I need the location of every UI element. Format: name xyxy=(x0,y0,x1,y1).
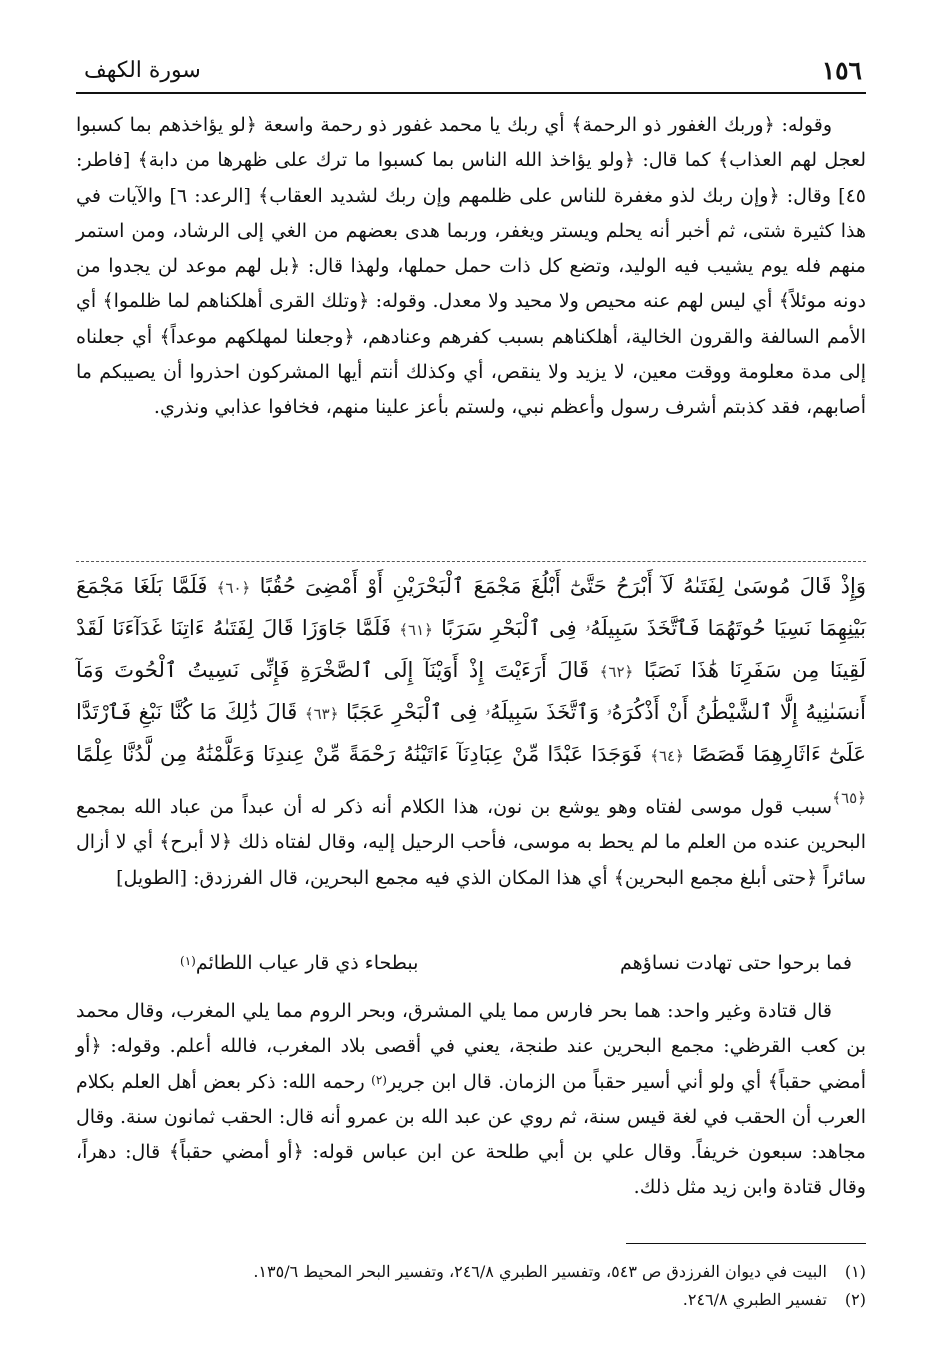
poetry-hemistich-second: ببطحاء ذي قار عياب اللطائم$^{(١)}$ xyxy=(180,952,419,974)
quran-verses-block xyxy=(76,561,866,818)
footnote-item xyxy=(90,1258,866,1286)
commentary-section-2 xyxy=(76,790,866,896)
quran-verse: فَوَجَدَا عَبْدًا مِّنْ عِبَادِنَآ ءَاتَيْنَٰهُ رَحْمَةً مِّنْ عِندِنَا وَعَلَّمْنَٰهُ مِن لَّدُنَّا عِلْمًا ﴿٦٥﴾ xyxy=(76,742,866,807)
commentary-section-1 xyxy=(76,108,866,426)
page-header xyxy=(76,50,866,94)
footnote-text: البيت في ديوان الفرزدق ص ٥٤٣، وتفسير الطبري ٢٤٦/٨، وتفسير البحر المحيط ١٣٥/٦. xyxy=(253,1262,827,1281)
quran-verse: فَلَمَّا جَاوَزَا قَالَ لِفَتَىٰهُ ءَاتِنَا غَدَآءَنَا لَقَدْ لَقِينَا مِن سَفَرِنَا هَٰذَا نَصَبًا ﴿٦٢﴾ xyxy=(76,616,866,682)
footnote-text: تفسير الطبري ٢٤٦/٨. xyxy=(682,1290,827,1309)
quran-verse: قَالَ أَرَءَيْتَ إِذْ أَوَيْنَآ إِلَى ٱلصَّخْرَةِ فَإِنِّى نَسِيتُ ٱلْحُوتَ وَمَآ أَنسَىٰنِيهُ إِلَّا ٱلشَّيْطَٰنُ أَنْ أَذْكُرَهُۥ وَٱتَّخَذَ سَبِيلَهُۥ فِى ٱلْبَحْرِ عَجَبًا ﴿٦٣﴾ xyxy=(76,658,866,724)
commentary-paragraph: قال قتادة وغير واحد: هما بحر فارس مما يلي المشرق، وبحر الروم مما يلي المغرب، وقال محمد بن كعب القرظي: مجمع البحرين عند طنجة، يعني في أقصى بلاد المغرب، فالله أعلم. وقوله: ﴿أو أمضي حقباً﴾ أي ولو أني أسير حقباً من الزمان. قال ابن جرير$^{(٢)}$ رحمه الله: ذكر بعض أهل العلم بكلام العرب أن الحقب في لغة قيس سنة، ثم روي عن عبد الله بن عمرو أنه قال: الحقب ثمانون سنة. وقال مجاهد: سبعون خريفاً. وقال علي بن أبي طلحة عن ابن عباس قوله: ﴿أو أمضي حقباً﴾ قال: دهراً، وقال قتادة وابن زيد مثل ذلك. xyxy=(76,1000,866,1199)
quran-verse: قَالَ ذَٰلِكَ مَا كُنَّا نَبْغِ فَٱرْتَدَّا عَلَىٰٓ ءَاثَارِهِمَا قَصَصًا ﴿٦٤﴾ xyxy=(76,700,866,766)
commentary-paragraph: سبب قول موسى لفتاه وهو يوشع بن نون، هذا الكلام أنه ذكر له أن عبداً من عباد الله بمجمع البحرين عنده من العلم ما لم يحط به موسى، فأحب الرحيل إليه، وقال لفتاه ذلك ﴿لا أبرح﴾ أي لا أزال سائراً ﴿حتى أبلغ مجمع البحرين﴾ أي هذا المكان الذي فيه مجمع البحرين، قال الفرزدق: [الطويل] xyxy=(76,796,866,889)
page-number: ١٥٦ xyxy=(821,56,862,85)
quran-verse: فَلَمَّا بَلَغَا مَجْمَعَ بَيْنِهِمَا نَسِيَا حُوتَهُمَا فَٱتَّخَذَ سَبِيلَهُۥ فِى ٱلْبَحْرِ سَرَبًا ﴿٦١﴾ xyxy=(76,574,866,640)
quran-verse: وَإِذْ قَالَ مُوسَىٰ لِفَتَىٰهُ لَآ أَبْرَحُ حَتَّىٰٓ أَبْلُغَ مَجْمَعَ ٱلْبَحْرَيْنِ أَوْ أَمْضِىَ حُقُبًا ﴿٦٠﴾ xyxy=(216,574,866,598)
footnote-number: (٢) xyxy=(844,1290,866,1309)
commentary-paragraph: وقوله: ﴿وربك الغفور ذو الرحمة﴾ أي ربك يا محمد غفور ذو رحمة واسعة ﴿لو يؤاخذهم بما كسبوا لعجل لهم العذاب﴾ كما قال: ﴿ولو يؤاخذ الله الناس بما كسبوا ما ترك على ظهرها من دابة﴾ [فاطر: ٤٥] وقال: ﴿وإن ربك لذو مغفرة للناس على ظلمهم وإن ربك لشديد العقاب﴾ [الرعد: ٦] والآيات في هذا كثيرة شتى، ثم أخبر أنه يحلم ويستر ويغفر، وربما هدى بعضهم من الغي إلى الرشاد، ومن استمر منهم فله يوم يشيب فيه الوليد، وتضع كل ذات حمل حملها، ولهذا قال: ﴿بل لهم موعد لن يجدوا من دونه موئلاً﴾ أي ليس لهم عنه محيص ولا محيد ولا معدل. وقوله: ﴿وتلك القرى أهلكناهم لما ظلموا﴾ أي الأمم السالفة والقرون الخالية، أهلكناهم بسبب كفرهم وعنادهم، ﴿وجعلنا لمهلكهم موعداً﴾ أي جعلناه إلى مدة معلومة ووقت معين، لا يزيد ولا ينقص، أي وكذلك أنتم أيها المشركون احذروا أن يصيبكم ما أصابهم، فقد كذبتم أشرف رسول وأعظم نبي، ولستم بأعز علينا منهم، فخافوا عذابي ونذري. xyxy=(76,114,866,419)
footnotes xyxy=(90,1258,866,1314)
footnote-item xyxy=(90,1286,866,1314)
footnote-number: (١) xyxy=(844,1262,866,1281)
commentary-section-3 xyxy=(76,994,866,1206)
footnote-ref: (٢) xyxy=(371,1072,387,1087)
footnote-divider xyxy=(626,1243,866,1244)
poetry-verse xyxy=(180,946,852,980)
surah-title: سورة الكهف xyxy=(84,58,201,83)
footnote-ref: (١) xyxy=(180,954,196,968)
poetry-hemistich-first: فما برحوا حتى تهادت نساؤهم xyxy=(620,952,852,974)
